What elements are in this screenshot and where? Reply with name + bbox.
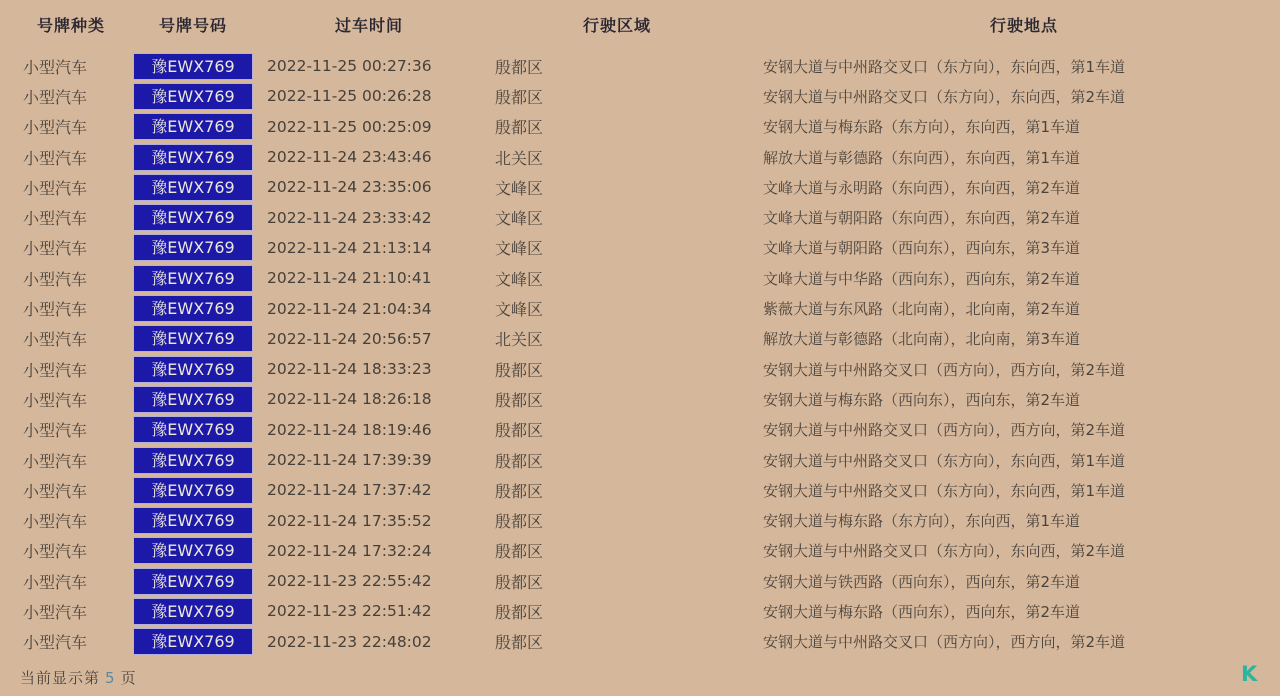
pass-time-cell: 2022-11-24 18:33:23 [267, 360, 432, 379]
table-row [0, 384, 1280, 414]
vehicle-type-cell: 小型汽车 [22, 87, 87, 107]
district-cell: 文峰区 [495, 178, 544, 198]
pass-time-cell: 2022-11-23 22:55:42 [267, 572, 432, 591]
column-header-plate-number: 号牌号码 [158, 15, 227, 35]
district-cell: 殷都区 [495, 390, 544, 410]
location-cell: 安钢大道与中州路交叉口（东方向），东向西，第1车道 [763, 451, 1126, 470]
plate-number-badge: 豫EWX769 [133, 356, 253, 383]
district-cell: 殷都区 [495, 451, 544, 471]
plate-number-badge: 豫EWX769 [133, 447, 253, 474]
district-cell: 殷都区 [495, 572, 544, 592]
location-cell: 安钢大道与中州路交叉口（西方向），西方向，第2车道 [763, 360, 1126, 379]
plate-number-badge: 豫EWX769 [133, 598, 253, 625]
vehicle-type-cell: 小型汽车 [22, 390, 87, 410]
plate-number-badge: 豫EWX769 [133, 204, 253, 231]
vehicle-type-cell: 小型汽车 [22, 209, 87, 229]
plate-number-badge: 豫EWX769 [133, 568, 253, 595]
records-table [0, 51, 1280, 657]
location-cell: 文峰大道与中华路（西向东），西向东，第2车道 [763, 269, 1081, 288]
location-cell: 安钢大道与梅东路（东方向），东向西，第1车道 [763, 512, 1081, 531]
plate-number-badge: 豫EWX769 [133, 144, 253, 171]
pass-time-cell: 2022-11-24 21:10:41 [267, 269, 432, 288]
pass-time-cell: 2022-11-25 00:25:09 [267, 117, 432, 136]
table-row [0, 263, 1280, 293]
location-cell: 安钢大道与中州路交叉口（东方向），东向西，第1车道 [763, 57, 1126, 76]
plate-cell [110, 568, 262, 595]
plate-cell [110, 598, 262, 625]
location-cell: 解放大道与彰德路（东向西），东向西，第1车道 [763, 148, 1081, 167]
plate-cell [110, 507, 262, 534]
district-cell: 殷都区 [495, 421, 544, 441]
pass-time-cell: 2022-11-24 17:39:39 [267, 451, 432, 469]
district-cell: 殷都区 [495, 57, 544, 77]
plate-cell [110, 447, 262, 474]
district-cell: 文峰区 [495, 269, 544, 289]
vehicle-type-cell: 小型汽车 [22, 451, 87, 471]
column-header-district: 行驶区域 [582, 15, 651, 35]
plate-number-badge: 豫EWX769 [133, 537, 253, 564]
vehicle-type-cell: 小型汽车 [22, 633, 87, 653]
location-cell: 安钢大道与梅东路（西向东），西向东，第2车道 [763, 602, 1081, 621]
table-row [0, 627, 1280, 657]
table-row [0, 536, 1280, 566]
location-cell: 安钢大道与铁西路（西向东），西向东，第2车道 [763, 572, 1081, 591]
location-cell: 文峰大道与朝阳路（西向东），西向东，第3车道 [763, 239, 1081, 258]
vehicle-type-cell: 小型汽车 [22, 542, 87, 562]
page-number: 5 [105, 669, 116, 687]
district-cell: 北关区 [495, 330, 544, 350]
vehicle-type-cell: 小型汽车 [22, 118, 87, 138]
plate-cell [110, 174, 262, 201]
plate-cell [110, 144, 262, 171]
table-row [0, 415, 1280, 445]
plate-number-badge: 豫EWX769 [133, 113, 253, 140]
table-row [0, 354, 1280, 384]
plate-number-badge: 豫EWX769 [133, 416, 253, 443]
plate-cell [110, 325, 262, 352]
plate-number-badge: 豫EWX769 [133, 234, 253, 261]
district-cell: 殷都区 [495, 633, 544, 653]
district-cell: 殷都区 [495, 118, 544, 138]
pass-time-cell: 2022-11-24 23:35:06 [267, 178, 432, 197]
table-row [0, 172, 1280, 202]
plate-cell [110, 628, 262, 655]
plate-number-badge: 豫EWX769 [133, 325, 253, 352]
column-header-plate-type: 号牌种类 [36, 15, 105, 35]
table-row [0, 566, 1280, 596]
plate-cell [110, 204, 262, 231]
pass-time-cell: 2022-11-24 17:35:52 [267, 511, 432, 530]
district-cell: 殷都区 [495, 481, 544, 501]
table-row [0, 505, 1280, 535]
pass-time-cell: 2022-11-24 23:43:46 [267, 148, 432, 167]
plate-number-badge: 豫EWX769 [133, 174, 253, 201]
table-row [0, 293, 1280, 323]
location-cell: 安钢大道与中州路交叉口（西方向），西方向，第2车道 [763, 421, 1126, 440]
plate-cell [110, 416, 262, 443]
vehicle-type-cell: 小型汽车 [22, 300, 87, 320]
vehicle-type-cell: 小型汽车 [22, 148, 87, 168]
plate-cell [110, 265, 262, 292]
vehicle-type-cell: 小型汽车 [22, 602, 87, 622]
vehicle-type-cell: 小型汽车 [22, 330, 87, 350]
vehicle-type-cell: 小型汽车 [22, 57, 87, 77]
k-watermark-logo: K [1241, 662, 1258, 686]
table-row [0, 475, 1280, 505]
plate-number-badge: 豫EWX769 [133, 53, 253, 80]
table-row [0, 324, 1280, 354]
plate-number-badge: 豫EWX769 [133, 386, 253, 413]
page-indicator [20, 667, 137, 688]
location-cell: 安钢大道与梅东路（西向东），西向东，第2车道 [763, 390, 1081, 409]
vehicle-type-cell: 小型汽车 [22, 572, 87, 592]
page-indicator-prefix: 当前显示第 [20, 669, 101, 687]
vehicle-type-cell: 小型汽车 [22, 421, 87, 441]
location-cell: 安钢大道与梅东路（东方向），东向西，第1车道 [763, 118, 1081, 137]
column-header-pass-time: 过车时间 [334, 15, 403, 35]
plate-cell [110, 113, 262, 140]
page-indicator-suffix: 页 [120, 669, 137, 687]
plate-cell [110, 477, 262, 504]
table-row [0, 445, 1280, 475]
location-cell: 安钢大道与中州路交叉口（东方向），东向西，第2车道 [763, 87, 1126, 106]
district-cell: 殷都区 [495, 542, 544, 562]
pass-time-cell: 2022-11-23 22:51:42 [267, 602, 432, 621]
plate-cell [110, 537, 262, 564]
location-cell: 文峰大道与永明路（东向西），东向西，第2车道 [763, 178, 1081, 197]
pass-time-cell: 2022-11-24 18:26:18 [267, 390, 432, 409]
plate-cell [110, 234, 262, 261]
pass-time-cell: 2022-11-24 20:56:57 [267, 329, 432, 348]
location-cell: 安钢大道与中州路交叉口（东方向），东向西，第2车道 [763, 542, 1126, 561]
vehicle-type-cell: 小型汽车 [22, 512, 87, 532]
district-cell: 文峰区 [495, 300, 544, 320]
plate-cell [110, 53, 262, 80]
table-row [0, 596, 1280, 626]
column-header-location: 行驶地点 [989, 15, 1058, 35]
vehicle-type-cell: 小型汽车 [22, 481, 87, 501]
table-row [0, 51, 1280, 81]
pass-time-cell: 2022-11-24 21:04:34 [267, 299, 432, 318]
plate-cell [110, 295, 262, 322]
district-cell: 殷都区 [495, 87, 544, 107]
plate-cell [110, 83, 262, 110]
plate-number-badge: 豫EWX769 [133, 295, 253, 322]
district-cell: 殷都区 [495, 512, 544, 532]
district-cell: 殷都区 [495, 602, 544, 622]
table-row [0, 112, 1280, 142]
plate-number-badge: 豫EWX769 [133, 265, 253, 292]
pass-time-cell: 2022-11-24 17:37:42 [267, 481, 432, 500]
pass-time-cell: 2022-11-25 00:27:36 [267, 57, 432, 76]
pass-time-cell: 2022-11-23 22:48:02 [267, 632, 432, 651]
location-cell: 安钢大道与中州路交叉口（东方向），东向西，第1车道 [763, 481, 1126, 500]
plate-number-badge: 豫EWX769 [133, 477, 253, 504]
location-cell: 安钢大道与中州路交叉口（西方向），西方向，第2车道 [763, 633, 1126, 652]
pass-time-cell: 2022-11-25 00:26:28 [267, 87, 432, 106]
table-row [0, 233, 1280, 263]
district-cell: 文峰区 [495, 239, 544, 259]
table-row [0, 81, 1280, 111]
table-row [0, 142, 1280, 172]
plate-number-badge: 豫EWX769 [133, 83, 253, 110]
location-cell: 紫薇大道与东风路（北向南），北向南，第2车道 [763, 300, 1081, 319]
location-cell: 文峰大道与朝阳路（东向西），东向西，第2车道 [763, 209, 1081, 228]
pass-time-cell: 2022-11-24 21:13:14 [267, 238, 432, 257]
vehicle-type-cell: 小型汽车 [22, 178, 87, 198]
district-cell: 北关区 [495, 148, 544, 168]
table-row [0, 202, 1280, 232]
vehicle-type-cell: 小型汽车 [22, 269, 87, 289]
plate-cell [110, 386, 262, 413]
location-cell: 解放大道与彰德路（北向南），北向南，第3车道 [763, 330, 1081, 349]
plate-number-badge: 豫EWX769 [133, 628, 253, 655]
pass-time-cell: 2022-11-24 18:19:46 [267, 420, 432, 439]
plate-number-badge: 豫EWX769 [133, 507, 253, 534]
district-cell: 文峰区 [495, 209, 544, 229]
pass-time-cell: 2022-11-24 17:32:24 [267, 541, 432, 560]
vehicle-type-cell: 小型汽车 [22, 360, 87, 380]
vehicle-type-cell: 小型汽车 [22, 239, 87, 259]
pass-time-cell: 2022-11-24 23:33:42 [267, 208, 432, 227]
district-cell: 殷都区 [495, 360, 544, 380]
plate-cell [110, 356, 262, 383]
table-header [0, 0, 1280, 48]
